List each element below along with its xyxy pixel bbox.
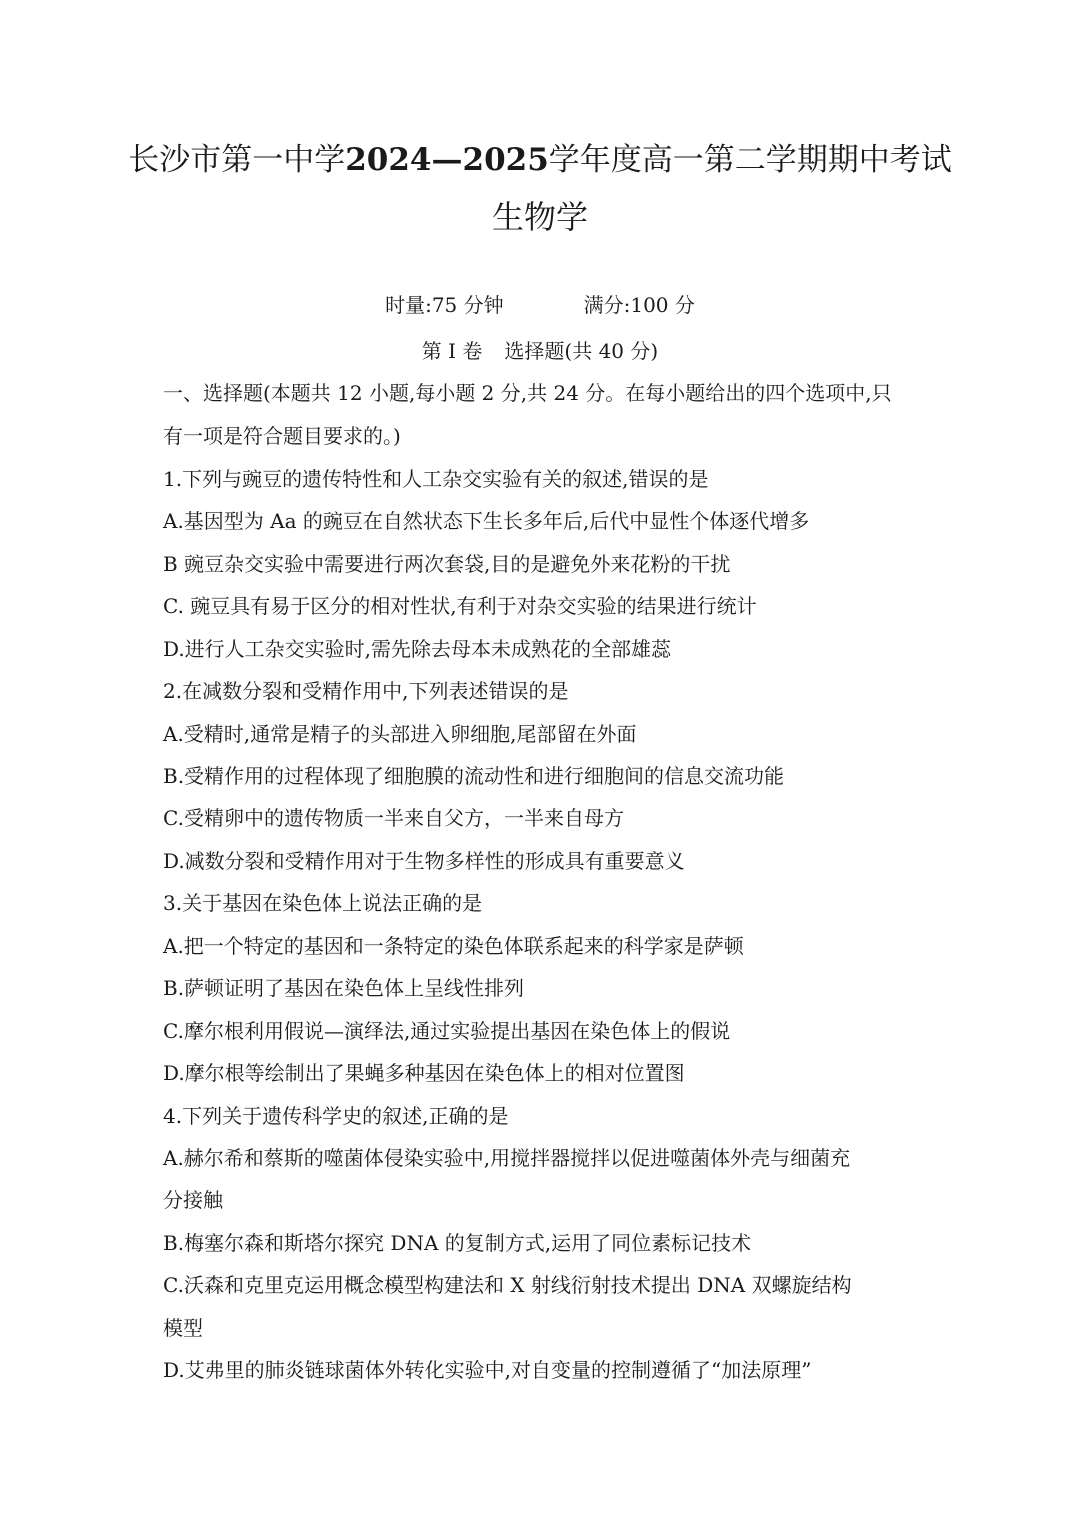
question-2-stem: 2.在减数分裂和受精作用中,下列表述错误的是 [163, 679, 569, 703]
question-2-option-c: C.受精卵中的遗传物质一半来自父方，一半来自母方 [163, 806, 624, 830]
question-1-option-b: B 豌豆杂交实验中需要进行两次套袋,目的是避免外来花粉的干扰 [163, 552, 731, 576]
question-1-option-a: A.基因型为 Aa 的豌豆在自然状态下生长多年后,后代中显性个体逐代增多 [163, 509, 810, 533]
question-4-option-c: C.沃森和克里克运用概念模型构建法和 X 射线衍射技术提出 DNA 双螺旋结构 [163, 1273, 852, 1297]
question-4-option-c-cont: 模型 [163, 1316, 203, 1340]
volume-label: 第 I 卷 [421, 339, 483, 363]
exam-meta [0, 290, 1080, 320]
question-2-option-a: A.受精时,通常是精子的头部进入卵细胞,尾部留在外面 [163, 722, 637, 746]
title-suffix: 学年度高一第二学期期中考试 [548, 142, 952, 178]
question-3-option-b: B.萨顿证明了基因在染色体上呈线性排列 [163, 976, 525, 1000]
title-prefix: 长沙市第一中学 [128, 142, 346, 178]
question-3-option-a: A.把一个特定的基因和一条特定的染色体联系起来的科学家是萨顿 [163, 934, 744, 958]
subject-title: 生物学 [491, 198, 588, 236]
section-intro-line-2: 有一项是符合题目要求的。) [163, 424, 401, 448]
question-4-option-d: D.艾弗里的肺炎链球菌体外转化实验中,对自变量的控制遵循了“加法原理” [163, 1358, 812, 1382]
question-4-option-a: A.赫尔希和蔡斯的噬菌体侵染实验中,用搅拌器搅拌以促进噬菌体外壳与细菌充 [163, 1146, 851, 1170]
full-score: 满分:100 分 [583, 293, 695, 317]
question-2-option-d: D.减数分裂和受精作用对于生物多样性的形成具有重要意义 [163, 849, 685, 873]
question-4-stem: 4.下列关于遗传科学史的叙述,正确的是 [163, 1104, 509, 1128]
question-2-option-b: B.受精作用的过程体现了细胞膜的流动性和进行细胞间的信息交流功能 [163, 764, 785, 788]
title-years: 2024—2025 [345, 142, 549, 178]
question-3-option-d: D.摩尔根等绘制出了果蝇多种基因在染色体上的相对位置图 [163, 1061, 685, 1085]
question-1-option-d: D.进行人工杂交实验时,需先除去母本未成熟花的全部雄蕊 [163, 637, 672, 661]
volume-heading [0, 336, 1080, 366]
question-3-stem: 3.关于基因在染色体上说法正确的是 [163, 891, 483, 915]
question-3-option-c: C.摩尔根利用假说—演绎法,通过实验提出基因在染色体上的假说 [163, 1019, 731, 1043]
time-limit: 时量:75 分钟 [385, 293, 504, 317]
question-4-option-b: B.梅塞尔森和斯塔尔探究 DNA 的复制方式,运用了同位素标记技术 [163, 1231, 752, 1255]
exam-title [0, 138, 1080, 182]
question-1-stem: 1.下列与豌豆的遗传特性和人工杂交实验有关的叙述,错误的是 [163, 467, 709, 491]
section-intro-line-1: 一、选择题(本题共 12 小题,每小题 2 分,共 24 分。在每小题给出的四个选项中,只 [163, 381, 892, 405]
question-1-option-c: C. 豌豆具有易于区分的相对性状,有利于对杂交实验的结果进行统计 [163, 594, 757, 618]
volume-title: 选择题(共 40 分) [504, 339, 659, 363]
question-4-option-a-cont: 分接触 [163, 1188, 223, 1212]
